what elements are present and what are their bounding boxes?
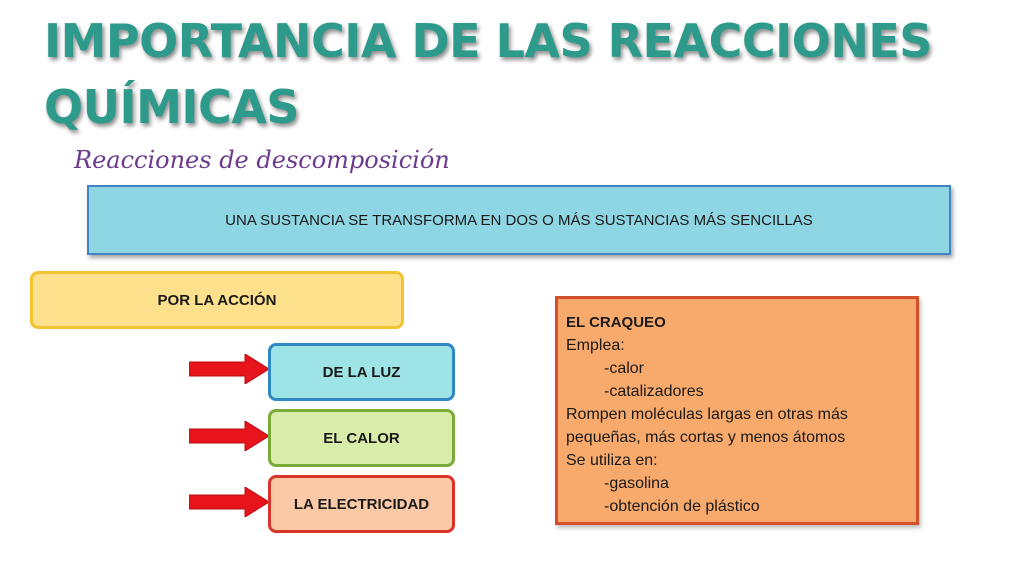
craqueo-box: [555, 296, 919, 525]
red-arrow-icon: [189, 421, 269, 451]
agent-luz-box: [268, 343, 455, 401]
red-arrow-icon: [189, 487, 269, 517]
craqueo-line: Emplea:: [566, 337, 625, 354]
por-la-accion-label: POR LA ACCIÓN: [157, 291, 277, 309]
agent-electricidad-box: [268, 475, 455, 533]
definition-box: [87, 185, 951, 255]
agent-luz-label: DE LA LUZ: [322, 363, 401, 381]
agent-calor-box: [268, 409, 455, 467]
slide-subtitle: Reacciones de descomposición: [74, 146, 450, 174]
craqueo-line: -gasolina: [604, 475, 669, 492]
craqueo-heading: EL CRAQUEO: [566, 314, 666, 331]
red-arrow-icon: [189, 354, 269, 384]
definition-text: UNA SUSTANCIA SE TRANSFORMA EN DOS O MÁS SUSTANCIAS MÁS SENCILLAS: [225, 211, 813, 229]
craqueo-line: -catalizadores: [604, 383, 704, 400]
agent-electricidad-label: LA ELECTRICIDAD: [293, 495, 430, 513]
slide-title: IMPORTANCIA DE LAS REACCIONES QUÍMICAS: [44, 14, 932, 134]
por-la-accion-box: [30, 271, 404, 329]
craqueo-line: Se utiliza en:: [566, 452, 658, 469]
craqueo-line: Rompen moléculas largas en otras más: [566, 406, 848, 423]
agent-calor-label: EL CALOR: [323, 429, 400, 447]
craqueo-line: -obtención de plástico: [604, 498, 760, 515]
craqueo-line: -calor: [604, 360, 645, 377]
craqueo-line: pequeñas, más cortas y menos átomos: [566, 429, 846, 446]
